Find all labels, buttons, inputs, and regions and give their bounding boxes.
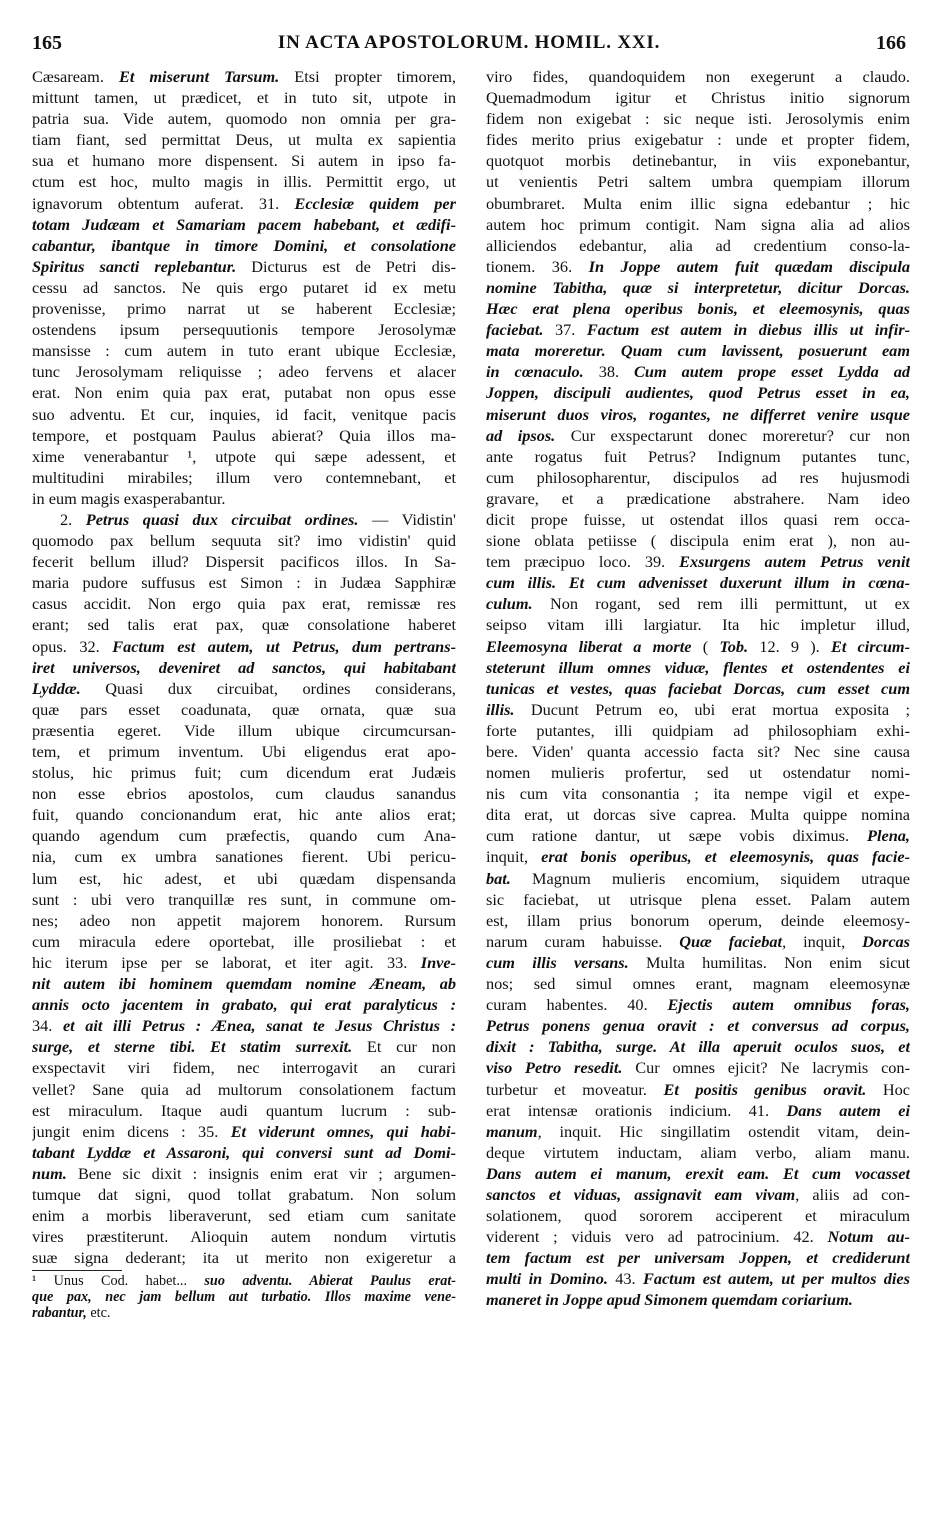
text-line xyxy=(486,825,910,846)
italic-text: Dorcas xyxy=(862,931,910,951)
text-run: Hoc xyxy=(866,1079,910,1099)
text-run: est, illam prius bonorum operum, deinde eleemosy- xyxy=(486,910,910,930)
text-line xyxy=(32,467,456,488)
italic-text: Et circum- xyxy=(830,636,910,656)
text-run: lum est, hic adest, et ubi quædam dispensanda xyxy=(32,868,456,888)
text-line xyxy=(32,171,456,192)
text-line xyxy=(32,973,456,994)
text-run: etc. xyxy=(86,1305,111,1322)
text-line xyxy=(486,1100,910,1121)
text-line xyxy=(486,699,910,720)
text-run: Quemadmodum igitur et Christus initio signorum xyxy=(486,88,910,108)
text-line xyxy=(32,214,456,235)
italic-text: multi in Domino. xyxy=(486,1269,608,1289)
text-line xyxy=(32,889,456,910)
text-run: jungit enim dicens : 35. xyxy=(32,1121,231,1141)
text-run: Cur exspectarunt donec moreretur? cur non xyxy=(555,425,910,445)
text-run: curam habentes. 40. xyxy=(486,995,668,1015)
italic-text: illis. xyxy=(486,699,515,719)
italic-text: steterunt illum omnes viduæ, flentes et ostendentes ei xyxy=(486,657,910,677)
text-run: suo adventu. Et cur, inquies, id facit, venitque pacis xyxy=(32,404,456,424)
italic-text: faciebat. xyxy=(486,320,544,340)
text-line xyxy=(32,1142,456,1163)
text-run: Multa humilitas. Non enim sicut xyxy=(628,952,910,972)
text-line xyxy=(32,425,456,446)
text-run: quomodo pax bellum sequuta sit? imo vidistin' quid xyxy=(32,531,456,551)
text-line xyxy=(32,931,456,952)
text-line xyxy=(486,277,910,298)
text-run: cum philosopharentur, discipulos ad res hujusmodi xyxy=(486,467,910,487)
text-run: quæ pars esset coadunata, quæ ornata, quæ sua xyxy=(32,699,456,719)
text-run: , aliis ad con- xyxy=(795,1184,910,1204)
text-line xyxy=(486,1226,910,1247)
italic-text: Lyddæ. xyxy=(32,678,81,698)
text-line xyxy=(486,846,910,867)
text-line xyxy=(486,1268,910,1289)
text-line xyxy=(32,720,456,741)
text-line xyxy=(32,551,456,572)
page-number-right: 166 xyxy=(876,32,906,54)
text-run: , inquit. Hic singillatim ostendit vitam, dein- xyxy=(537,1121,910,1141)
text-line xyxy=(32,1100,456,1121)
text-line xyxy=(32,657,456,678)
text-line xyxy=(32,636,456,657)
text-line xyxy=(32,741,456,762)
text-run: xime venerabantur ¹, utpote qui sæpe adessent, et xyxy=(32,446,456,466)
text-line xyxy=(32,699,456,720)
text-run: fidem non exigebat : sic neque isti. Jerosolymis enim xyxy=(486,109,910,129)
text-line xyxy=(486,150,910,171)
text-line xyxy=(486,1057,910,1078)
page-number-left: 165 xyxy=(32,32,62,54)
text-line xyxy=(486,783,910,804)
italic-text: num. xyxy=(32,1163,67,1183)
italic-text: Ecclesiæ quidem per xyxy=(294,193,456,213)
text-run: ante rogatus fuit Petrus? Indignum putantes tunc, xyxy=(486,446,910,466)
text-run: gravare, et a prædicatione abstrahere. Nam ideo xyxy=(486,488,910,508)
text-run: solationem, quod sororem acciperent et miraculum xyxy=(486,1206,910,1226)
text-line xyxy=(486,1015,910,1036)
text-line xyxy=(486,87,910,108)
text-run: erat intensæ orationis indicium. 41. xyxy=(486,1100,787,1120)
text-run: ctum est hoc, multo magis in illis. Permittit ergo, ut xyxy=(32,172,456,192)
footnote xyxy=(32,1273,456,1321)
text-line xyxy=(486,1121,910,1142)
italic-text: bat. xyxy=(486,868,511,888)
text-line xyxy=(32,868,456,889)
text-run: 43. xyxy=(607,1269,643,1289)
text-line xyxy=(32,488,456,509)
text-run: nia, cum ex umbra sanationes fierent. Ubi pericu- xyxy=(32,847,456,867)
text-line xyxy=(32,87,456,108)
text-run: 37. xyxy=(543,320,587,340)
text-line xyxy=(486,973,910,994)
text-run: obumbraret. Multa enim illic signa edebantur ; hic xyxy=(486,193,910,213)
text-line xyxy=(486,1163,910,1184)
text-line xyxy=(32,129,456,150)
text-line xyxy=(32,1163,456,1184)
text-line xyxy=(486,762,910,783)
text-line xyxy=(486,614,910,635)
italic-text: Factum est autem, ut Petrus, dum pertrans- xyxy=(112,636,456,656)
text-run: ostendens ipsum persequutionis tempore Jerosolymæ xyxy=(32,320,456,340)
text-run: non esse ebrios apostolos, cum claudus sanandus xyxy=(32,784,456,804)
text-line xyxy=(486,1184,910,1205)
italic-text: que pax, nec jam bellum aut turbatio. Illos maxime vene- xyxy=(32,1289,456,1306)
text-run: nos; sed simul omnes erant, magnam eleemosynæ xyxy=(486,974,910,994)
text-run: Bene sic dixit : insignis enim erat vir ; argumen- xyxy=(66,1163,456,1183)
text-run: nomen mulieris profertur, sed ut ostendatur nomi- xyxy=(486,763,910,783)
text-line xyxy=(486,593,910,614)
text-run: viderent ; viduis vero ad patrocinium. 42. xyxy=(486,1227,828,1247)
text-run: deque virtutem inductam, aliam verbo, aliam manu. xyxy=(486,1142,910,1162)
text-line xyxy=(486,1205,910,1226)
running-head xyxy=(32,32,906,60)
text-run: opus. 32. xyxy=(32,636,113,656)
text-line xyxy=(32,66,456,87)
italic-text: In Joppe autem fuit quædam discipula xyxy=(588,256,910,276)
text-run: maria pudore suffusus est Simon : in Judæa Sapphiræ xyxy=(32,573,456,593)
italic-text: surge, et sterne tibi. Et statim surrexit. xyxy=(32,1037,353,1057)
text-line xyxy=(486,256,910,277)
text-line xyxy=(486,361,910,382)
italic-text: Exsurgens autem Petrus venit xyxy=(679,552,910,572)
italic-text: Petrus quasi dux circuibat ordines. xyxy=(85,509,359,529)
italic-text: nomine Tabitha, quæ si interpretetur, dicitur Dorcas. xyxy=(486,277,910,297)
text-run: narum curam habuisse. xyxy=(486,931,680,951)
text-run: quando agendum cum præfectis, quando cum Ana- xyxy=(32,826,456,846)
text-run: tiam fiant, sed permittat Deus, ut multa ex sapientia xyxy=(32,130,456,150)
text-run: Dicturus est de Petri dis- xyxy=(236,256,456,276)
text-run: casus accidit. Non ergo quia pax erat, remissæ res xyxy=(32,594,456,614)
italic-text: Joppen, discipuli audientes, quod Petrus esset in ea, xyxy=(486,383,910,403)
text-run: tumque dat signi, quod tollat grabatum. Non solum xyxy=(32,1184,456,1204)
text-line xyxy=(486,1036,910,1057)
italic-text: Et positis genibus oravit. xyxy=(663,1079,867,1099)
footnote-line xyxy=(32,1305,456,1321)
text-run: ¹ Unus Cod. habet... xyxy=(32,1273,205,1290)
text-line xyxy=(32,530,456,551)
text-line xyxy=(486,467,910,488)
text-line xyxy=(486,636,910,657)
text-run: vellet? Sane quia ad multorum consolationem factum xyxy=(32,1079,456,1099)
text-line xyxy=(486,678,910,699)
text-line xyxy=(486,657,910,678)
text-line xyxy=(486,804,910,825)
text-line xyxy=(486,235,910,256)
text-run: Magnum mulieris encomium, siquidem utraque xyxy=(510,868,910,888)
text-line xyxy=(32,361,456,382)
text-line xyxy=(32,193,456,214)
text-line xyxy=(486,193,910,214)
text-run: fuit, quando concionandum erat, hic ante alios erat; xyxy=(32,805,456,825)
italic-text: in cœnaculo. xyxy=(486,362,584,382)
text-line xyxy=(486,931,910,952)
text-run: sua et humano more dispensent. Si autem in ipso fa- xyxy=(32,151,456,171)
text-line xyxy=(486,404,910,425)
text-run: alliciendos edebantur, alia ad credentium conso-la- xyxy=(486,235,910,255)
text-line xyxy=(32,1079,456,1100)
text-line xyxy=(32,404,456,425)
italic-text: Dans autem ei xyxy=(786,1100,910,1120)
text-line xyxy=(32,572,456,593)
italic-text: Spiritus sancti replebantur. xyxy=(32,256,237,276)
text-line xyxy=(32,509,456,530)
italic-text: culum. xyxy=(486,594,533,614)
text-line xyxy=(486,382,910,403)
text-run: dita erat, ut dorcas sive caprea. Multa quippe nomina xyxy=(486,805,910,825)
text-line xyxy=(486,425,910,446)
text-line xyxy=(486,1289,910,1310)
italic-text: Eleemosyna liberat a morte xyxy=(486,636,692,656)
text-line xyxy=(32,783,456,804)
text-run: 38. xyxy=(583,362,635,382)
text-line xyxy=(486,340,910,361)
text-line xyxy=(486,868,910,889)
italic-text: iret universos, deveniret ad sanctos, qui habitabant xyxy=(32,657,456,677)
text-run: bere. Viden' quanta accessio facta sit? Nec sine causa xyxy=(486,742,910,761)
text-line xyxy=(32,108,456,129)
text-line xyxy=(32,994,456,1015)
text-run: exspectavit viri fidem, nec interrogavit an curari xyxy=(32,1058,456,1078)
text-line xyxy=(32,1226,456,1247)
footnote-line xyxy=(32,1273,456,1289)
text-line xyxy=(32,952,456,973)
text-run: ( xyxy=(691,636,720,656)
text-line xyxy=(32,1036,456,1057)
italic-text: tabant Lyddæ et Assaroni, qui conversi sunt ad Domi- xyxy=(32,1142,456,1162)
text-run: tem præcipuo loco. 39. xyxy=(486,552,680,572)
text-run: tionem. 36. xyxy=(486,256,589,276)
text-run: patria sua. Vide autem, quomodo non omnia per gra- xyxy=(32,109,456,129)
italic-text: mata moreretur. Quam cum lavissent, posuerunt eam xyxy=(486,341,910,361)
text-run: Et cur non xyxy=(352,1037,456,1057)
text-run: quotquot morbis detinebantur, in viis exponebantur, xyxy=(486,151,910,171)
text-line xyxy=(486,720,910,741)
text-line xyxy=(486,1142,910,1163)
text-line xyxy=(486,298,910,319)
text-run: tempore, et postquam Paulus abierat? Quia illos ma- xyxy=(32,425,456,445)
italic-text: Plena, xyxy=(867,826,910,846)
text-run: forte putantes, illi quidpiam ad philosophiam exhi- xyxy=(486,720,910,740)
footnote-rule xyxy=(32,1270,122,1271)
italic-text: Quæ faciebat xyxy=(679,931,783,951)
text-run: fides merito prius exigebatur : unde et propter fidem, xyxy=(486,130,910,150)
text-line xyxy=(486,66,910,87)
text-run: Non rogant, sed rem illi permittunt, ut ex xyxy=(532,594,910,614)
right-column-text xyxy=(486,66,910,1311)
text-line xyxy=(486,488,910,509)
text-run: Ducunt Petrum eo, ubi erat mortua exposita ; xyxy=(514,699,910,719)
text-line xyxy=(32,846,456,867)
text-line xyxy=(32,593,456,614)
text-run: hic iterum ipse per se laborat, et iter agit. 33. xyxy=(32,952,421,972)
text-run: multitudini mirabiles; illum vero contemnebant, et xyxy=(32,467,456,487)
text-run: 12. 9 ). xyxy=(748,636,831,656)
text-run: nes; adeo non appetit majorem honorem. Rursum xyxy=(32,910,456,930)
text-run: cum miracula edere oportebat, ille prosiliebat : et xyxy=(32,931,456,951)
text-run: tunc Jerosolymam reliquisse ; adeo fervens et alacer xyxy=(32,362,456,382)
text-line xyxy=(32,446,456,467)
italic-text: sanctos et viduas, assignavit eam vivam xyxy=(486,1184,796,1204)
text-run: 34. xyxy=(32,1016,63,1036)
italic-text: tem factum est per universam Joppen, et crediderunt xyxy=(486,1248,910,1268)
text-run: ignavorum obtentum auferat. 31. xyxy=(32,193,295,213)
text-line xyxy=(32,614,456,635)
italic-text: Hæc erat plena operibus bonis, et eleemosynis, quas xyxy=(486,299,910,319)
italic-text: Factum est autem in diebus illis ut infir- xyxy=(586,320,910,340)
text-line xyxy=(32,825,456,846)
italic-text: suo adventu. Abierat Paulus erat- xyxy=(204,1273,456,1290)
text-run: suæ signa dederant; ita ut merito non exigeretur a xyxy=(32,1248,456,1268)
text-run: erant; sed talis erat pax, quæ consolatione haberet xyxy=(32,615,456,635)
text-run: 2. xyxy=(60,509,86,529)
text-line xyxy=(486,171,910,192)
text-run: in eum magis exasperabantur. xyxy=(32,488,226,508)
text-line xyxy=(32,150,456,171)
text-line xyxy=(32,678,456,699)
text-run: provenisse, primo narrat ut se haberent Ecclesiæ; xyxy=(32,299,456,319)
italic-text: Et viderunt omnes, qui habi- xyxy=(230,1121,456,1141)
text-line xyxy=(486,551,910,572)
text-run: autem hoc primum contigit. Nam signa alia ad alios xyxy=(486,214,910,234)
text-run: tem, et primum inventum. Ubi eligendus erat apo- xyxy=(32,742,456,761)
italic-text: Cum autem prope esset Lydda ad xyxy=(634,362,910,382)
italic-text: dixit : Tabitha, surge. At illa aperuit oculos suos, et xyxy=(486,1037,910,1057)
italic-text: Ejectis autem omnibus foras, xyxy=(667,995,910,1015)
text-line xyxy=(32,1184,456,1205)
text-line xyxy=(32,319,456,340)
italic-text: rabantur, xyxy=(32,1305,87,1322)
text-line xyxy=(32,235,456,256)
text-line xyxy=(486,446,910,467)
text-line xyxy=(32,804,456,825)
italic-text: tunicas et vestes, quas faciebat Dorcas, cum esset cum xyxy=(486,678,910,698)
text-line xyxy=(32,762,456,783)
text-line xyxy=(32,1247,456,1268)
text-run: mittunt tamen, ut prædicet, et in tuto sit, utpote in xyxy=(32,88,456,108)
text-run: turbetur et moveatur. xyxy=(486,1079,664,1099)
italic-text: Petrus ponens genua oravit : et conversus ad corpus, xyxy=(486,1016,910,1036)
footnote-line xyxy=(32,1289,456,1305)
text-run: ut venientis Petri saltem umbra quempiam illorum xyxy=(486,172,910,192)
italic-text: Tob. xyxy=(719,636,749,656)
text-run: Quasi dux circuibat, ordines considerans, xyxy=(80,678,456,698)
text-run: est miraculum. Itaque audi quantum lucrum : sub- xyxy=(32,1100,456,1120)
italic-text: nit autem ibi hominem quemdam nomine Æneam, ab xyxy=(32,974,456,994)
text-run: fecerit bellum illud? Dispersit pacificos illos. In Sa- xyxy=(32,552,456,572)
text-line xyxy=(486,910,910,931)
italic-text: cum illis. Et cum advenisset duxerunt illum in cœna- xyxy=(486,573,910,593)
text-line xyxy=(486,1247,910,1268)
text-line xyxy=(486,509,910,530)
text-run: Etsi propter timorem, xyxy=(279,67,456,86)
text-line xyxy=(486,214,910,235)
text-run: enim a morbis liberaverunt, sed etiam cum sanitate xyxy=(32,1206,456,1226)
italic-text: ad ipsos. xyxy=(486,425,556,445)
italic-text: maneret in Joppe apud Simonem quemdam coriarium. xyxy=(486,1290,853,1310)
text-run: dicit prope fuisse, ut ostendat illos quasi rem occa- xyxy=(486,509,910,529)
text-line xyxy=(486,129,910,150)
text-line xyxy=(32,1205,456,1226)
text-line xyxy=(32,1057,456,1078)
text-line xyxy=(32,910,456,931)
text-line xyxy=(486,108,910,129)
text-line xyxy=(486,1079,910,1100)
text-run: sione oblata petiisse ( discipula enim erat ), non au- xyxy=(486,531,910,551)
text-run: , inquit, xyxy=(782,931,863,951)
italic-text: viso Petro resedit. xyxy=(486,1058,623,1078)
text-run: erat. Non enim quia pax erat, putabat non opus esse xyxy=(32,383,456,403)
text-line xyxy=(486,889,910,910)
text-run: mansisse : cum autem in tuto erant ubique Ecclesiæ, xyxy=(32,341,456,361)
text-run: sic faciebat, ut utrisque plena esset. Palam autem xyxy=(486,889,910,909)
text-run: stolus, hic primus fuit; cum dicendum erat Judæis xyxy=(32,763,456,783)
italic-text: manum xyxy=(486,1121,538,1141)
text-run: viro fides, quandoquidem non exegerunt a claudo. xyxy=(486,67,910,86)
text-line xyxy=(32,1121,456,1142)
italic-text: erat bonis operibus, et eleemosynis, quas facie- xyxy=(541,847,910,867)
text-line xyxy=(486,530,910,551)
text-line xyxy=(486,994,910,1015)
italic-text: Factum est autem, ut per multos dies xyxy=(642,1269,910,1289)
italic-text: cum illis versans. xyxy=(486,952,629,972)
text-line xyxy=(486,952,910,973)
running-title: IN ACTA APOSTOLORUM. HOMIL. XXI. xyxy=(277,32,661,53)
italic-text: Et miserunt Tarsum. xyxy=(118,67,280,86)
text-run: præsentia egeret. Vide illum ubique circumcursan- xyxy=(32,720,456,740)
text-line xyxy=(486,572,910,593)
left-column-text xyxy=(32,66,456,1268)
text-run: Cur omnes ejicit? Ne lacrymis con- xyxy=(622,1058,910,1078)
text-run: nis cum vita consonantia ; ita nempe vigil et expe- xyxy=(486,784,910,804)
text-line xyxy=(32,340,456,361)
text-run: — Vidistin' xyxy=(358,509,456,529)
italic-text: Notum au- xyxy=(827,1227,910,1247)
text-run: inquit, xyxy=(486,847,542,867)
italic-text: Inve- xyxy=(420,952,456,972)
text-run: cessu ad sanctos. Ne quis ergo putaret id ex metu xyxy=(32,277,456,297)
text-line xyxy=(32,256,456,277)
right-column xyxy=(486,66,910,1311)
italic-text: et ait illi Petrus : Ænea, sanat te Jesus Christus : xyxy=(62,1016,456,1036)
text-run: seipso vitam illi largiatur. Ita hic impletur illud, xyxy=(486,615,910,635)
italic-text: annis octo jacentem in grabato, qui erat paralyticus : xyxy=(32,995,456,1015)
left-column xyxy=(32,66,456,1321)
text-line xyxy=(486,319,910,340)
italic-text: cabantur, ibantque in timore Domini, et consolatione xyxy=(32,235,456,255)
italic-text: Dans autem ei manum, erexit eam. Et cum vocasset xyxy=(486,1163,910,1183)
italic-text: miserunt duos viros, rogantes, ne differret venire usque xyxy=(486,404,910,424)
text-line xyxy=(486,741,910,762)
text-line xyxy=(32,277,456,298)
text-run: sunt : ubi vero tranquillæ res sunt, in commune om- xyxy=(32,889,456,909)
text-run: Cæsaream. xyxy=(32,67,119,86)
italic-text: totam Judæam et Samariam pacem habebant, et ædifi- xyxy=(32,214,456,234)
text-line xyxy=(32,382,456,403)
text-run: vires præstiterunt. Alioquin autem nondum virtutis xyxy=(32,1227,456,1247)
text-run: cum ratione dantur, ut sæpe vobis diximus. xyxy=(486,826,868,846)
text-line xyxy=(32,298,456,319)
text-line xyxy=(32,1015,456,1036)
